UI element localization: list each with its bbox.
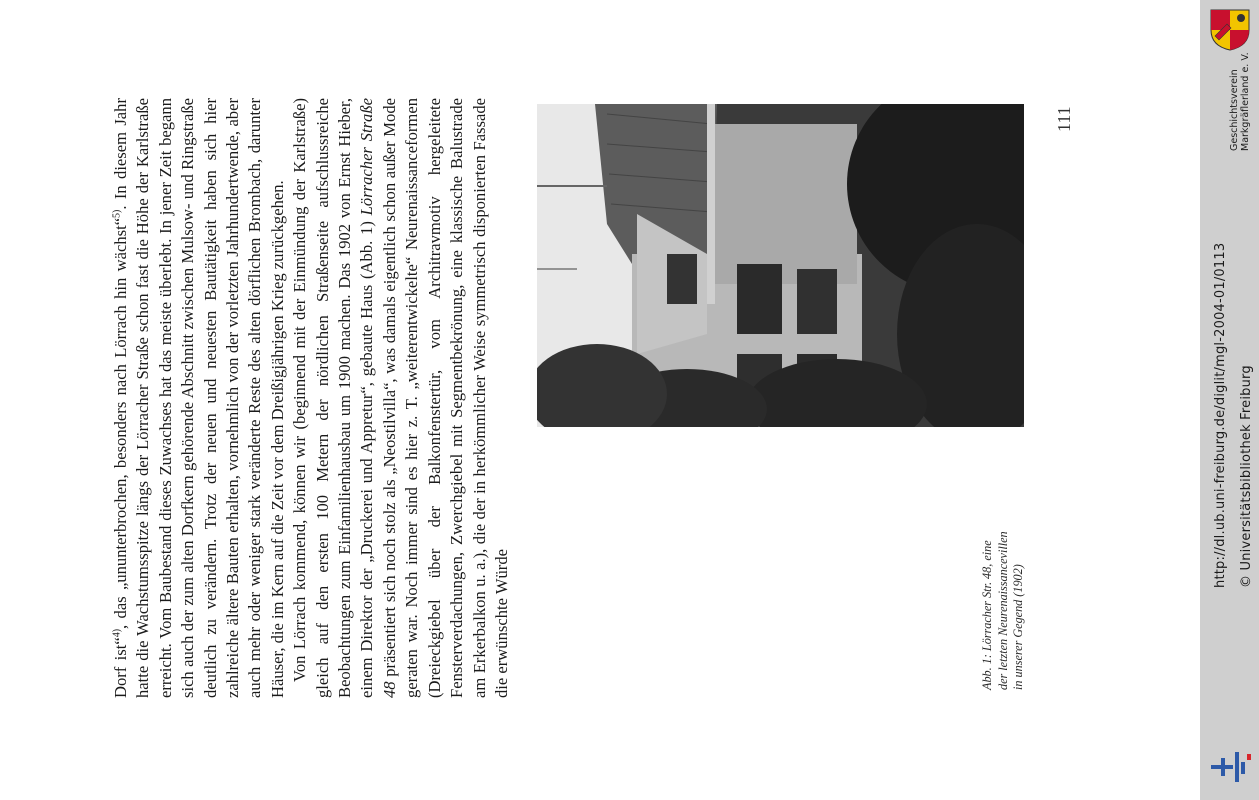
caption-line: der letzten Neurenaissancevillen bbox=[995, 531, 1010, 690]
footnote-ref: 5) bbox=[111, 209, 123, 218]
villa-photo-image bbox=[537, 104, 1024, 427]
body-paragraph bbox=[110, 98, 289, 698]
caption-line: Abb. 1: Lörracher Str. 48, eine bbox=[980, 540, 994, 690]
document-url[interactable]: http://dl.ub.uni-freiburg.de/diglit/mgl-2004-01/0113 bbox=[1213, 242, 1228, 588]
ub-freiburg-logo-icon[interactable] bbox=[1211, 752, 1255, 782]
footnote-ref: 4) bbox=[111, 628, 123, 638]
text-segment: , das „ununterbrochen, besonders nach Lörrach hin wächst“ bbox=[111, 217, 130, 629]
text-segment: . In diesem Jahr hatte die Wachstumsspitze längs der Lörracher Straße schon fast die Höhe der Karlstraße erreicht. Vom Baubestand dieses Zuwachses hat das meiste überlebt. In jener Zeit begann sich auch der zum alten Dorfkern gehörende Abschnitt zwischen Mulsow- und Ringstraße deutlich zu verändern. Trotz der neuen und neuesten Bautätigkeit haben sich hier zahlreiche ältere Bauten erhalten, vornehmlich von der vorletzten Jahrhundertwende, aber auch mehr oder weniger stark veränderte Reste des alten dörflichen Brombach, darunter Häuser, die im Kern auf die Zeit vor dem Dreißigjährigen Krieg zurückgehen. bbox=[111, 98, 287, 698]
villa-photograph bbox=[537, 104, 1024, 427]
text-segment: Von Lörrach kommend, können wir (beginnend mit der Einmündung der Karlstraße) gleich auf den ersten 100 Metern der nördlichen Straßenseite aufschlussreiche Beobachtungen zum Einfamilienhausbau um 1900 machen. Das 1902 von Ernst Hieber, einem Direktor der „Druckerei und Appretur“, gebaute Haus (Abb. 1) bbox=[290, 98, 377, 698]
caption-line: in unserer Gegend (1902) bbox=[1011, 564, 1025, 690]
body-text bbox=[110, 98, 515, 698]
library-copyright: © Universitätsbibliothek Freiburg bbox=[1239, 365, 1254, 588]
figure-caption bbox=[980, 490, 1030, 690]
page-number: 111 bbox=[1054, 106, 1074, 132]
society-name bbox=[1229, 52, 1251, 151]
society-line: Geschichtsverein bbox=[1229, 69, 1240, 151]
italic-text: Lörracher Straße 48 bbox=[357, 97, 399, 698]
body-paragraph bbox=[289, 98, 513, 698]
text-segment: Dorf ist“ bbox=[111, 637, 130, 698]
text-segment: präsentiert sich noch stolz als „Neostilvilla“, was damals eigentlich schon außer Mode geraten war. Noch immer sind es hier z. T. „weiterentwickelte“ Neurenaissanceformen (Dreieckgiebel über der Balkonfenstertür, vom Architravmotiv hergeleitete Fensterverdachungen, Zwerchgiebel mit Segmentbekrönung, eine klassische Balustrade am Erkerbalkon u. a.), die der in herkömmlicher Weise symmetrisch disponierten Fassade die erwünschte Würde bbox=[379, 98, 511, 698]
society-line: Markgräflerland e. V. bbox=[1240, 52, 1251, 151]
coat-of-arms-icon bbox=[1207, 6, 1253, 52]
